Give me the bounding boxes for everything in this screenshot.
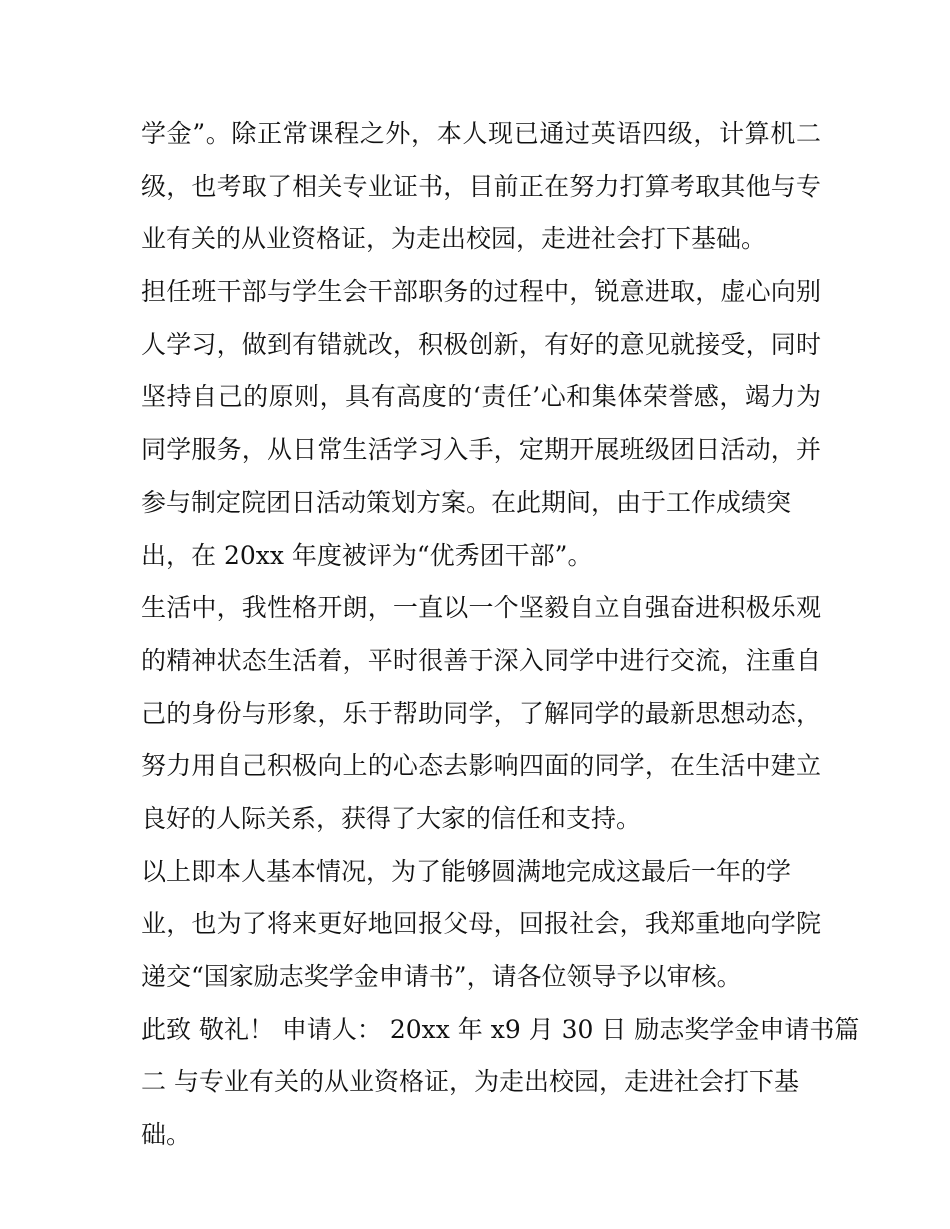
text-line: 己的身份与形象，乐于帮助同学，了解同学的最新思想动态， [141, 698, 821, 728]
text-line: 同学服务，从日常生活学习入手，定期开展班级团日活动，并 [141, 435, 821, 465]
text-line: 生活中，我性格开朗，一直以一个坚毅自立自强奋进积极乐观 [141, 593, 821, 623]
text-line: 业有关的从业资格证，为走出校园，走进社会打下基础。 [141, 224, 767, 254]
text-line: 努力用自己积极向上的心态去影响四面的同学，在生活中建立 [141, 751, 821, 781]
text-line: 的精神状态生活着，平时很善于深入同学中进行交流，注重自 [141, 645, 821, 675]
text-line: 递交“国家励志奖学金申请书”，请各位领导予以审核。 [141, 962, 742, 991]
text-line: 此致 敬礼！ 申请人： 20xx 年 x9 月 30 日 励志奖学金申请书篇 [141, 1014, 860, 1044]
text-line: 良好的人际关系，获得了大家的信任和支持。 [141, 803, 642, 833]
text-line: 业，也为了将来更好地回报父母，回报社会，我郑重地向学院 [141, 909, 821, 939]
text-line: 人学习，做到有错就改，积极创新，有好的意见就接受，同时 [141, 329, 821, 359]
document-body [141, 108, 860, 1162]
text-line: 坚持自己的原则，具有高度的‘责任’心和集体荣誉感，竭力为 [141, 382, 821, 412]
text-line: 以上即本人基本情况，为了能够圆满地完成这最后一年的学 [141, 856, 792, 886]
text-line: 担任班干部与学生会干部职务的过程中，锐意进取，虚心向别 [141, 277, 821, 307]
text-line: 参与制定院团日活动策划方案。在此期间，由于工作成绩突 [141, 487, 792, 517]
text-line: 础。 [141, 1120, 192, 1150]
text-line: 二 与专业有关的从业资格证，为走出校园，走进社会打下基 [141, 1067, 799, 1097]
text-line: 级，也考取了相关专业证书，目前正在努力打算考取其他与专 [141, 171, 821, 201]
text-line: 学金”。除正常课程之外，本人现已通过英语四级，计算机二 [141, 119, 821, 148]
text-line: 出，在 20xx 年度被评为“优秀团干部”。 [141, 540, 593, 570]
